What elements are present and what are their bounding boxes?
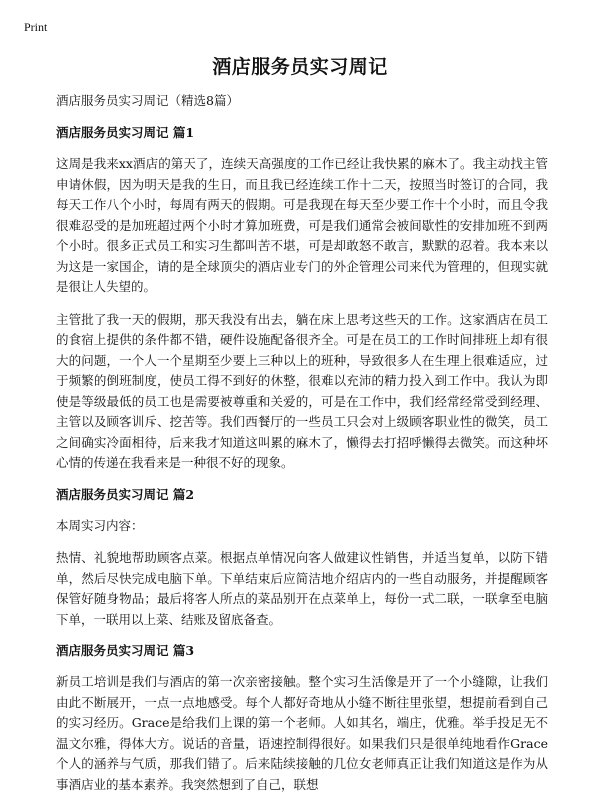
section-heading-1: 酒店服务员实习周记 篇1 (56, 125, 195, 140)
section-heading-3: 酒店服务员实习周记 篇3 (56, 643, 195, 658)
document-title: 酒店服务员实习周记 (212, 56, 388, 78)
section-heading-2: 酒店服务员实习周记 篇2 (56, 486, 195, 502)
document-subtitle: 酒店服务员实习周记（精选8篇） (56, 93, 239, 108)
section-3-paragraph-1: 新员工培训是我们与酒店的第一次亲密接触。整个实习生活像是开了一个小缝隙，让我们由此不断展开，一点一点地感受。每个人都好奇地从小缝不断往里张望，想提前看到自己的实习经历。Grace是给我们上课的第一个老师。人如其名，端庄，优雅。举手投足无不温文尔雅，得体大方。说话的音量，语速控制得很好。如果我们只是很单纯地看作Grace个人的涵养与气质，那我们错了。后来陆续接触的几位女老师真正让我们知道这是作为从事酒店业的基本素养。我突然想到了自己，联想 (56, 674, 548, 792)
section-2-paragraph-1: 本周实习内容： (56, 517, 144, 533)
section-1-paragraph-1: 这周是我来xx酒店的第天了，连续天高强度的工作已经让我快累的麻木了。我主动找主管申请休假，因为明天是我的生日，而且我已经连续工作十二天，按照当时签订的合同，我每天工作八个小时，每周有两天的假期。可是我现在每天至少要工作十个小时，而且令我很难忍受的是加班超过两个小时才算加班费，可是我们通常会被间歇性的安排加班不到两个小时。很多正式员工和实习生都叫苦不堪，可是却敢怒不敢言，默默的忍着。我本来以为这是一家国企，请的是全球顶尖的酒店业专门的外企管理公司来代为管理的，但现实就是很让人失望的。 (56, 156, 548, 294)
section-2-paragraph-2: 热情、礼貌地帮助顾客点菜。根据点单情况向客人做建议性销售，并适当复单，以防下错单，然后尽快完成电脑下单。下单结束后应简洁地介绍店内的一些自动服务，并提醒顾客保管好随身物品；最后将客人所点的菜品别开在点菜单上，每份一式二联，一联拿至电脑下单，一联用以上菜、结账及留底备查。 (56, 550, 548, 627)
document-body (56, 92, 548, 807)
section-1-paragraph-2: 主管批了我一天的假期，那天我没有出去，躺在床上思考这些天的工作。这家酒店在员工的食宿上提供的条件都不错，硬件设施配备很齐全。可是在员工的工作时间排班上却有很大的问题，一个人一个星期至少要上三种以上的班种，导致很多人在生理上很难适应，过于频繁的倒班制度，使员工得不到好的休整，很难以充沛的精力投入到工作中。我认为即使是等级最低的员工也是需要被尊重和关爱的，可是在工作中，我们经常经常受到经理、主管以及顾客训斥、挖苦等。我们西餐厅的一些员工只会对上级顾客职业性的微笑，员工之间确实冷面相待，后来我才知道这叫累的麻木了，懒得去打招呼懒得去微笑。而这种坏心情的传递在我看来是一种很不好的现象。 (56, 311, 548, 470)
print-link[interactable]: Print (24, 20, 48, 34)
